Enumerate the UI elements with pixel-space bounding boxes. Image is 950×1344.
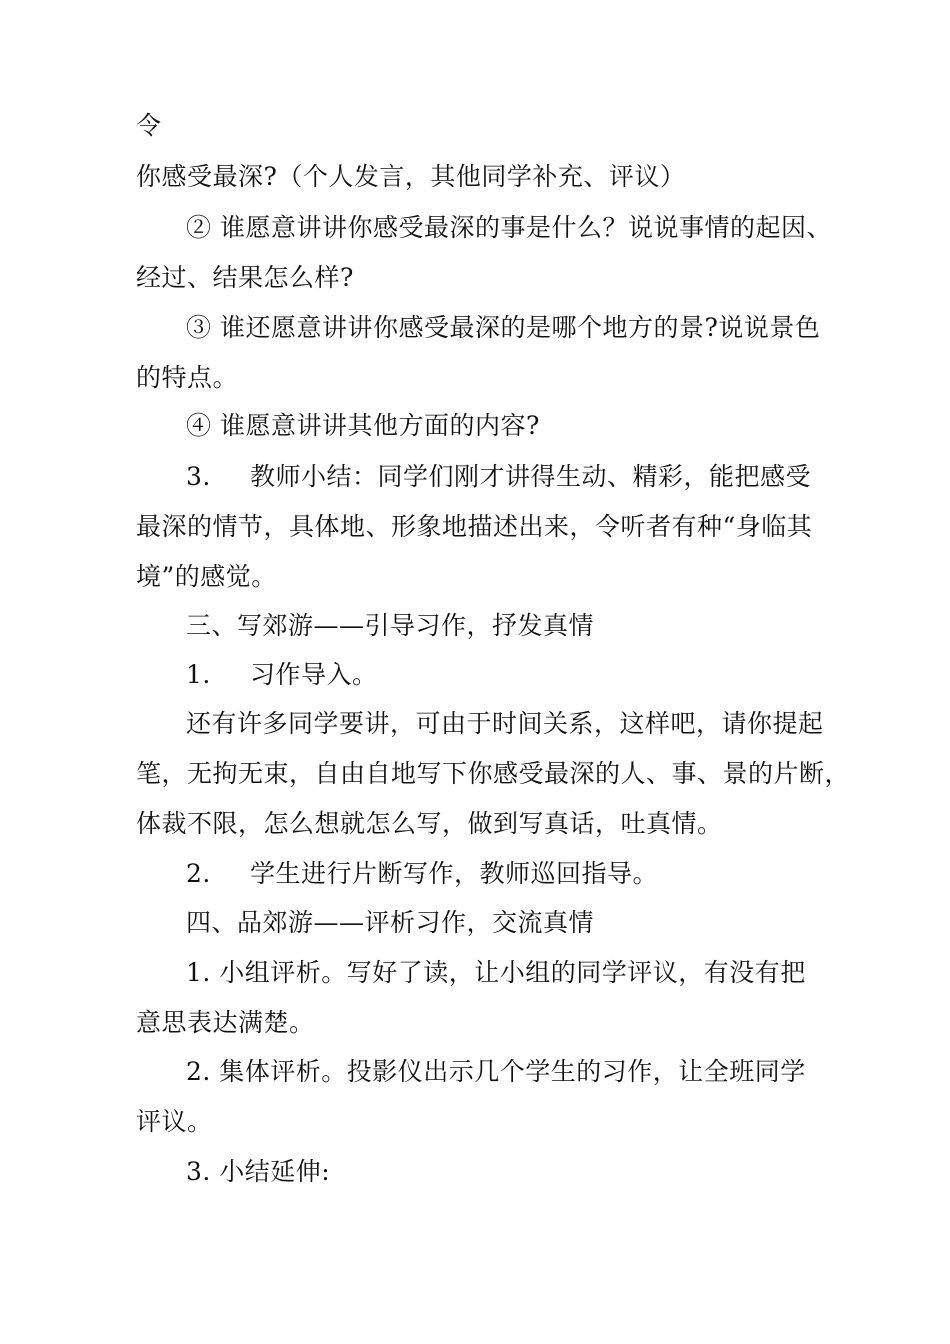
text-line: ② 谁愿意讲讲你感受最深的事是什么？说说事情的起因、 [186,213,832,242]
text-line: 学生进行片断写作，教师巡回指导。 [250,859,659,888]
text-line: 1. 小组评析。写好了读，让小组的同学评议，有没有把 [186,958,806,987]
list-number: 3. [186,462,211,491]
text-line: 笔，无拘无束，自由自地写下你感受最深的人、事、景的片断， [136,759,851,788]
text-line: 你感受最深?（个人发言，其他同学补充、评议） [136,162,686,191]
text-line: 最深的情节，具体地、形象地描述出来，令听者有种“身临其 [136,512,813,541]
text-line: 3. 小结延伸: [186,1157,331,1186]
text-line: ③ 谁还愿意讲讲你感受最深的是哪个地方的景?说说景色 [186,313,821,342]
text-line: 还有许多同学要讲，可由于时间关系，这样吧，请你提起 [186,709,824,738]
text-line: 体裁不限，怎么想就怎么写，做到写真话，吐真情。 [136,809,723,838]
text-line: ④ 谁愿意讲讲其他方面的内容? [186,411,540,440]
list-number: 2. [186,859,211,888]
text-line: 经过、结果怎么样? [136,263,354,292]
text-line: 境”的感觉。 [136,562,277,591]
numbered-line [186,461,811,493]
text-line: 的特点。 [136,363,239,392]
text-line: 教师小结：同学们刚才讲得生动、精彩，能把感受 [250,462,812,491]
numbered-line [186,659,378,691]
text-line: 2. 集体评析。投影仪出示几个学生的习作，让全班同学 [186,1057,806,1086]
list-number: 1. [186,660,211,689]
text-line: 令 [136,111,162,140]
section-heading: 三、写郊游——引导习作，抒发真情 [186,611,595,640]
text-line: 评议。 [136,1107,213,1136]
text-line: 习作导入。 [250,660,378,689]
text-line: 意思表达满楚。 [136,1008,315,1037]
section-heading: 四、品郊游——评析习作，交流真情 [186,908,595,937]
numbered-line [186,858,658,890]
